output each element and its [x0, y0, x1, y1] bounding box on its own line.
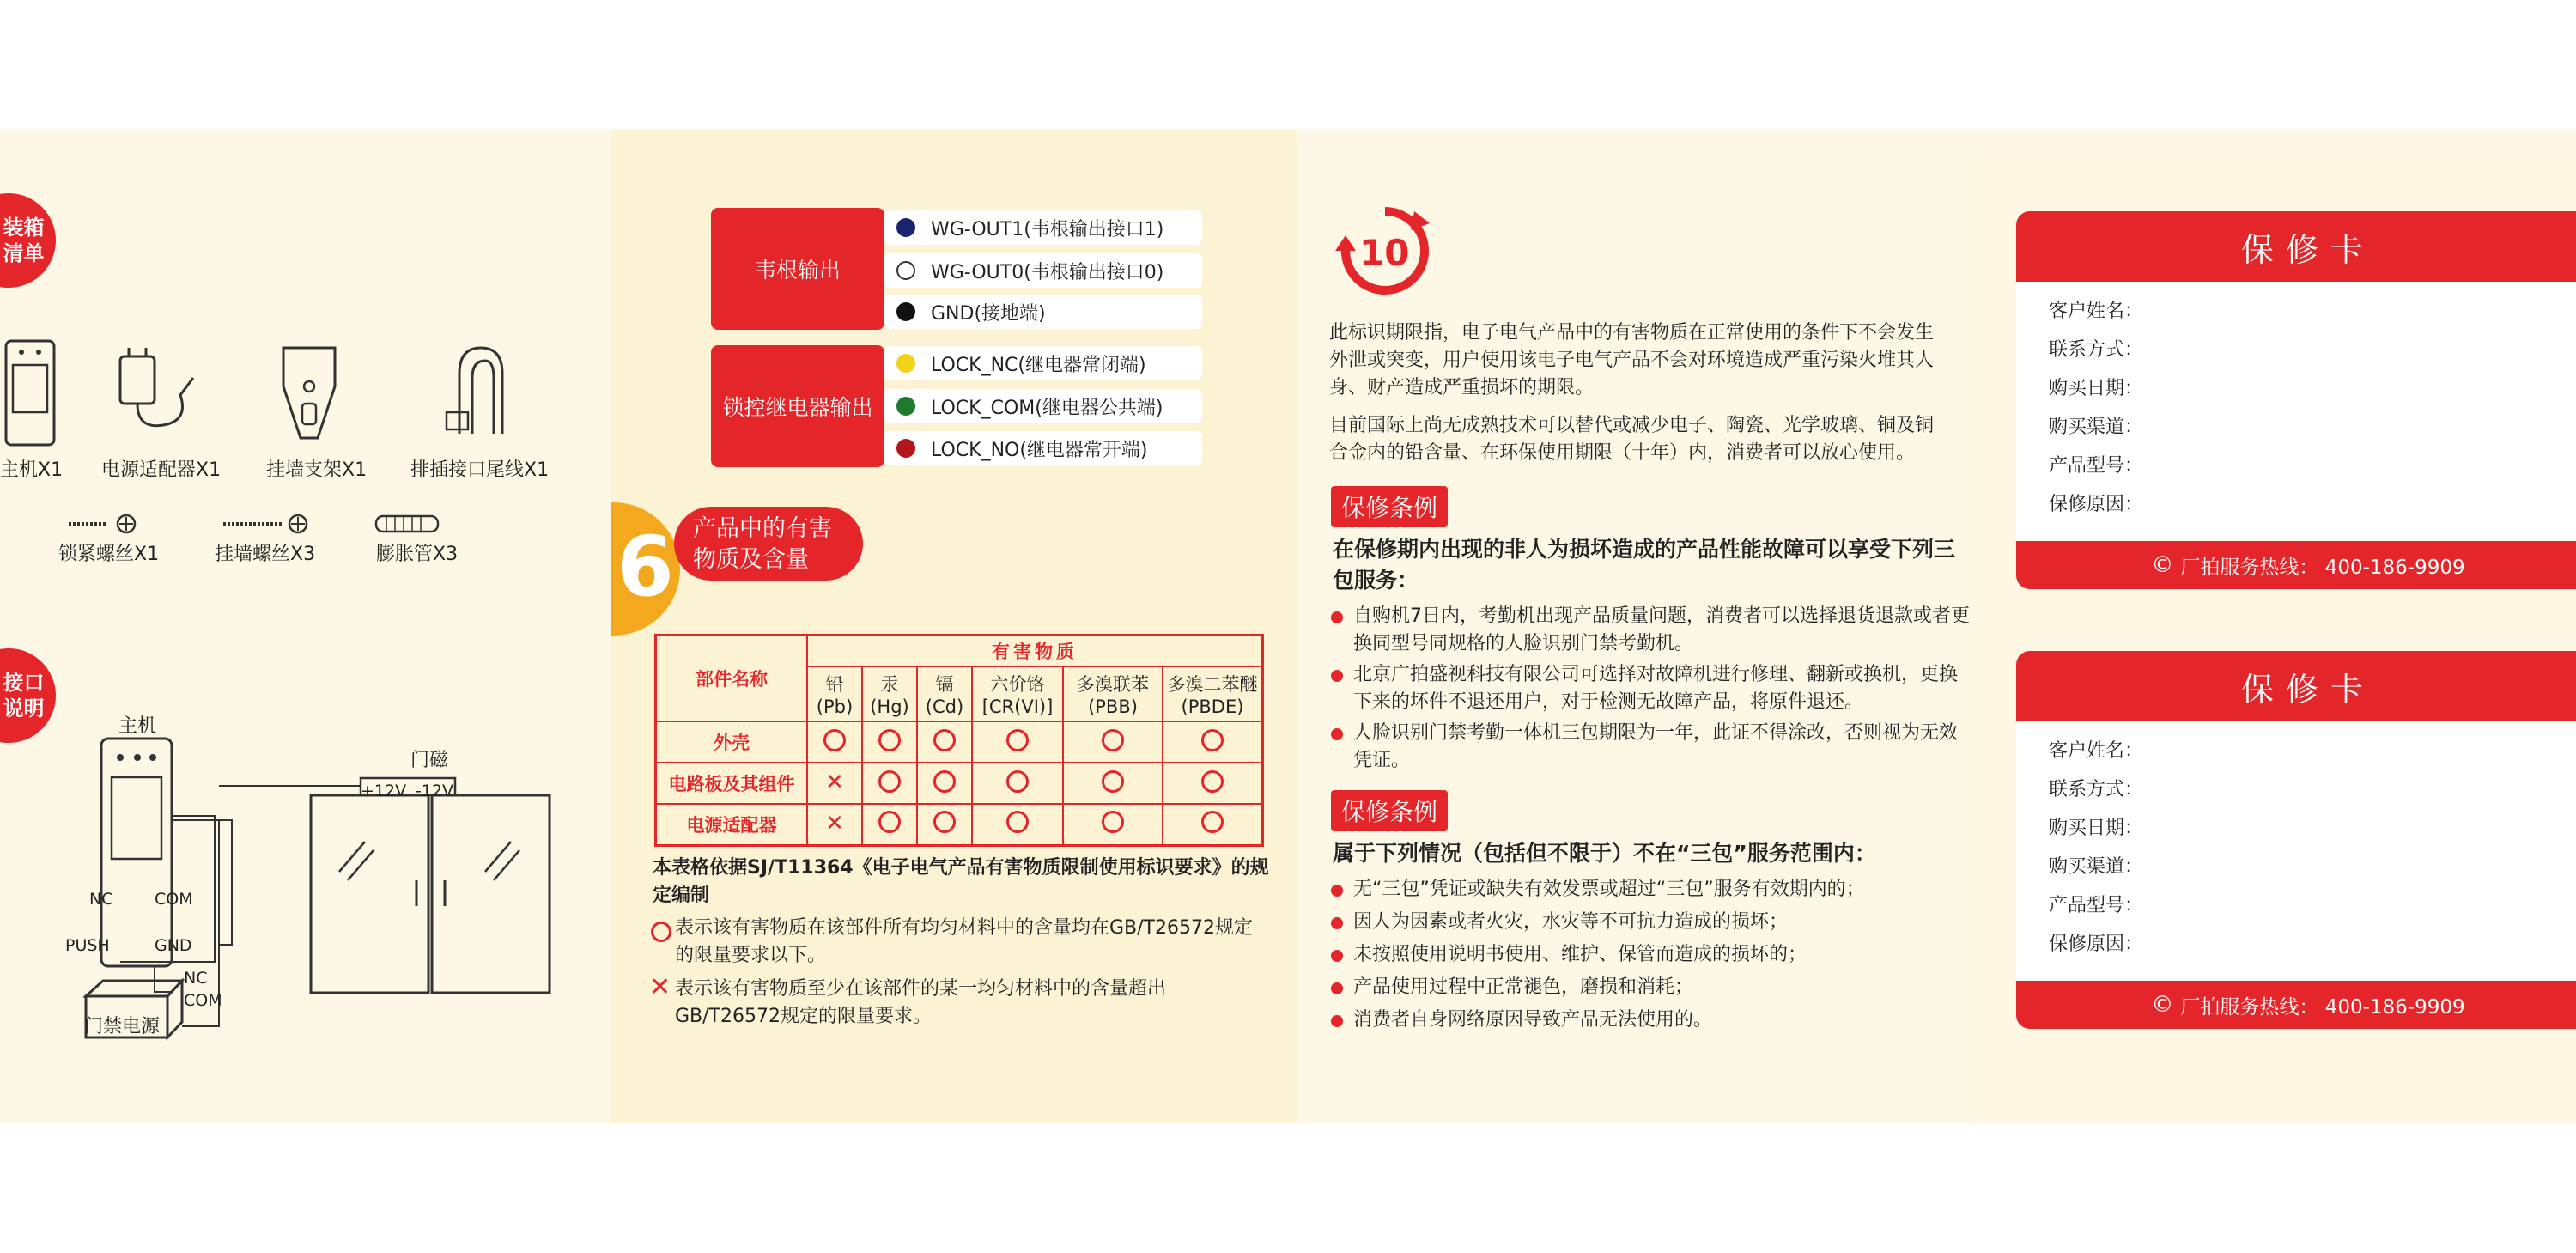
exclusion-list-item: 消费者自身网络原因导致产品无法使用的。: [1331, 1007, 1971, 1034]
ok-mark-icon: [972, 804, 1063, 845]
nc2-label: NC: [184, 969, 208, 988]
signal-color-dot: [896, 354, 915, 373]
ok-mark-icon: [1063, 804, 1163, 845]
signal-color-dot: [896, 302, 915, 321]
hazard-column: 六价铬[CR(VI)]: [972, 666, 1063, 721]
o-note: 表示该有害物质在该部件所有均匀材料中的含量均在GB/T26572规定的限量要求以下。: [675, 917, 1253, 966]
packing-panel: [0, 129, 611, 1123]
host-label: 主机: [118, 715, 157, 737]
power-adapter-icon: [112, 344, 206, 438]
ok-mark-icon: [862, 763, 917, 804]
com-label: COM: [155, 890, 193, 909]
purchase-channel-field[interactable]: 购买渠道：: [2049, 417, 2144, 438]
gnd-label: GND: [155, 936, 192, 955]
purchase-date-field[interactable]: 购买日期：: [2049, 818, 2144, 839]
x-symbol-icon: ✕: [649, 972, 671, 1002]
hazard-column: 汞(Hg): [862, 666, 917, 721]
standard-basis-text: 本表格依据SJ/T11364《电子电气产品有害物质限制使用标识要求》的规定编制: [653, 857, 1269, 906]
screw-item: 锁紧螺丝X1: [58, 544, 160, 565]
hazard-row: [656, 721, 1263, 763]
part-name: 电源适配器: [656, 804, 808, 845]
hazard-column: 镉(Cd): [917, 666, 972, 721]
exclusion-list-item: 未按照使用说明书使用、维护、保管而造成的损坏的；: [1331, 941, 1971, 969]
warranty-card-title: 保修卡: [2016, 211, 2576, 282]
signal-text: GND(接地端): [931, 302, 1046, 325]
signal-row: [884, 210, 1202, 245]
warranty-list-item: 人脸识别门禁考勤一体机三包期限为一年，此证不得涂改，否则视为无效凭证。: [1331, 720, 1971, 775]
signal-color-dot: [896, 261, 915, 280]
product-model-field[interactable]: 产品型号：: [2049, 895, 2144, 916]
exclusion-list-item: 产品使用过程中正常褪色，磨损和消耗；: [1331, 974, 1971, 1001]
signal-text: LOCK_COM(继电器公共端): [931, 397, 1163, 419]
x-note: 表示该有害物质至少在该部件的某一均匀材料中的含量超出GB/T26572规定的限量要求。: [675, 978, 1167, 1027]
tail-cable-icon: [434, 339, 511, 442]
signal-row: [884, 346, 1202, 380]
signal-text: LOCK_NC(继电器常闭端): [931, 354, 1146, 376]
packing-list-badge: [0, 193, 56, 288]
expansion-tube-icon: [374, 514, 442, 534]
ok-mark-icon: [1163, 721, 1263, 763]
ok-mark-icon: [1163, 804, 1263, 845]
service-hotline-text: 厂拍服务热线： 400-186-9909: [2180, 995, 2465, 1019]
eco-period-paragraph: 此标识期限指，电子电气产品中的有害物质在正常使用的条件下不会发生外泄或突变，用户使用该电子电气产品不会对环境造成严重污染火堆其人身、财产造成严重损坏的期限。: [1329, 322, 1935, 398]
packing-item: 挂墙支架X1: [266, 459, 368, 481]
hazard-column: 多溴联苯(PBB): [1063, 666, 1163, 721]
part-name-header: 部件名称: [656, 636, 808, 722]
warranty-intro: 在保修期内出现的非人为损坏造成的产品性能故障可以享受下列三包服务：: [1333, 537, 1956, 593]
part-name: 外壳: [656, 721, 808, 763]
packing-item: 主机X1: [0, 459, 64, 481]
door-sensor-label: 门磁: [410, 750, 449, 771]
warranty-list-item: 自购机7日内，考勤机出现产品质量问题，消费者可以选择退货退款或者更换同型号同规格的人脸识别门禁考勤机。: [1331, 603, 1971, 658]
screw-item: 膨胀管X3: [376, 544, 459, 565]
signal-row: [884, 389, 1202, 423]
relay-output-label: 锁控继电器输出: [711, 345, 884, 467]
signal-row: [884, 431, 1202, 465]
service-hotline-text: 厂拍服务热线： 400-186-9909: [2180, 556, 2465, 579]
locking-screw-icon: [64, 511, 142, 537]
signal-text: WG-OUT1(韦根输出接口1): [931, 218, 1164, 240]
signal-row: [884, 295, 1202, 329]
push-label: PUSH: [65, 936, 110, 955]
product-model-field[interactable]: 产品型号：: [2049, 455, 2144, 477]
ok-symbol-icon: [651, 922, 671, 942]
purchase-channel-field[interactable]: 购买渠道：: [2049, 856, 2144, 878]
copyright-icon: ©: [2151, 992, 2174, 1018]
section-title: 产品中的有害物质及含量: [674, 507, 863, 581]
ok-mark-icon: [807, 721, 862, 763]
hazard-row: [656, 804, 1263, 845]
exceed-mark-icon: ✕: [807, 763, 862, 804]
hazard-row: [656, 763, 1263, 804]
exclusion-list-item: 因人为因素或者火灾，水灾等不可抗力造成的损坏；: [1331, 909, 1971, 936]
signal-text: WG-OUT0(韦根输出接口0): [931, 261, 1164, 283]
access-power-label: 门禁电源: [84, 1016, 161, 1037]
ok-mark-icon: [1163, 763, 1263, 804]
hazard-table: [654, 634, 1264, 847]
interface-badge-text: 接口说明: [3, 671, 45, 721]
wiegand-output-label: 韦根输出: [711, 208, 884, 330]
ok-mark-icon: [862, 804, 917, 845]
contact-field[interactable]: 联系方式：: [2049, 779, 2144, 800]
ok-mark-icon: [862, 721, 917, 763]
eco-material-paragraph: 目前国际上尚无成熟技术可以替代或减少电子、陶瓷、光学玻璃、铜及铜合金内的铅含量、在环保使用期限（十年）内，消费者可以放心使用。: [1329, 415, 1935, 464]
signal-text: LOCK_NO(继电器常开端): [931, 439, 1148, 461]
part-name: 电路板及其组件: [656, 763, 808, 804]
signal-color-dot: [896, 218, 915, 237]
purchase-date-field[interactable]: 购买日期：: [2049, 378, 2144, 399]
wall-bracket-icon: [279, 344, 339, 442]
packing-item: 电源适配器X1: [101, 459, 222, 481]
ok-mark-icon: [1063, 721, 1163, 763]
repair-reason-field[interactable]: 保修原因：: [2049, 494, 2144, 515]
ok-mark-icon: [972, 763, 1063, 804]
ok-mark-icon: [917, 763, 972, 804]
signal-color-dot: [896, 439, 915, 458]
ok-mark-icon: [917, 721, 972, 763]
warranty-card-title: 保修卡: [2016, 651, 2576, 721]
signal-color-dot: [896, 397, 915, 416]
com2-label: COM: [184, 991, 222, 1010]
ok-mark-icon: [1063, 763, 1163, 804]
exceed-mark-icon: ✕: [807, 804, 862, 845]
minus12v-label: -12V: [416, 782, 454, 800]
hazard-header: 有害物质: [807, 636, 1263, 667]
customer-name-field[interactable]: 客户姓名：: [2049, 740, 2144, 762]
contact-field[interactable]: 联系方式：: [2049, 339, 2144, 361]
nc-label: NC: [89, 890, 113, 909]
exclusion-list-item: 无“三包”凭证或缺失有效发票或超过“三包”服务有效期内的；: [1331, 876, 1971, 903]
warranty-terms-tag: 保修条例: [1331, 486, 1448, 527]
section-number: 6: [617, 519, 674, 615]
screw-item: 挂墙螺丝X3: [215, 544, 316, 565]
wall-screw-icon: [219, 511, 313, 537]
packing-item: 排插接口尾线X1: [410, 459, 550, 481]
packing-list-badge-text: 装箱清单: [3, 216, 45, 265]
service-hotline: [2016, 981, 2576, 1029]
customer-name-field[interactable]: 客户姓名：: [2049, 301, 2144, 322]
hazard-column: 多溴二苯醚(PBDE): [1163, 666, 1263, 721]
plus12v-label: +12V: [361, 782, 407, 800]
device-icon: [4, 339, 56, 447]
warranty-exclusion-tag: 保修条例: [1331, 790, 1448, 831]
ok-mark-icon: [972, 721, 1063, 763]
warranty-list-item: 北京广拍盛视科技有限公司可选择对故障机进行修理、翻新或换机，更换下来的坏件不退还用户，对于检测无故障产品，将原件退还。: [1331, 661, 1971, 716]
service-hotline: [2016, 541, 2576, 589]
repair-reason-field[interactable]: 保修原因：: [2049, 934, 2144, 955]
hazard-column: 铅(Pb): [807, 666, 862, 721]
ok-mark-icon: [917, 804, 972, 845]
warranty-exclusion-intro: 属于下列情况（包括但不限于）不在“三包”服务范围内：: [1333, 841, 1876, 866]
eco-period-number: 10: [1359, 232, 1410, 274]
signal-row: [884, 253, 1202, 288]
warranty-card: [2016, 211, 2576, 589]
warranty-card: [2016, 651, 2576, 1029]
copyright-icon: ©: [2151, 552, 2174, 578]
